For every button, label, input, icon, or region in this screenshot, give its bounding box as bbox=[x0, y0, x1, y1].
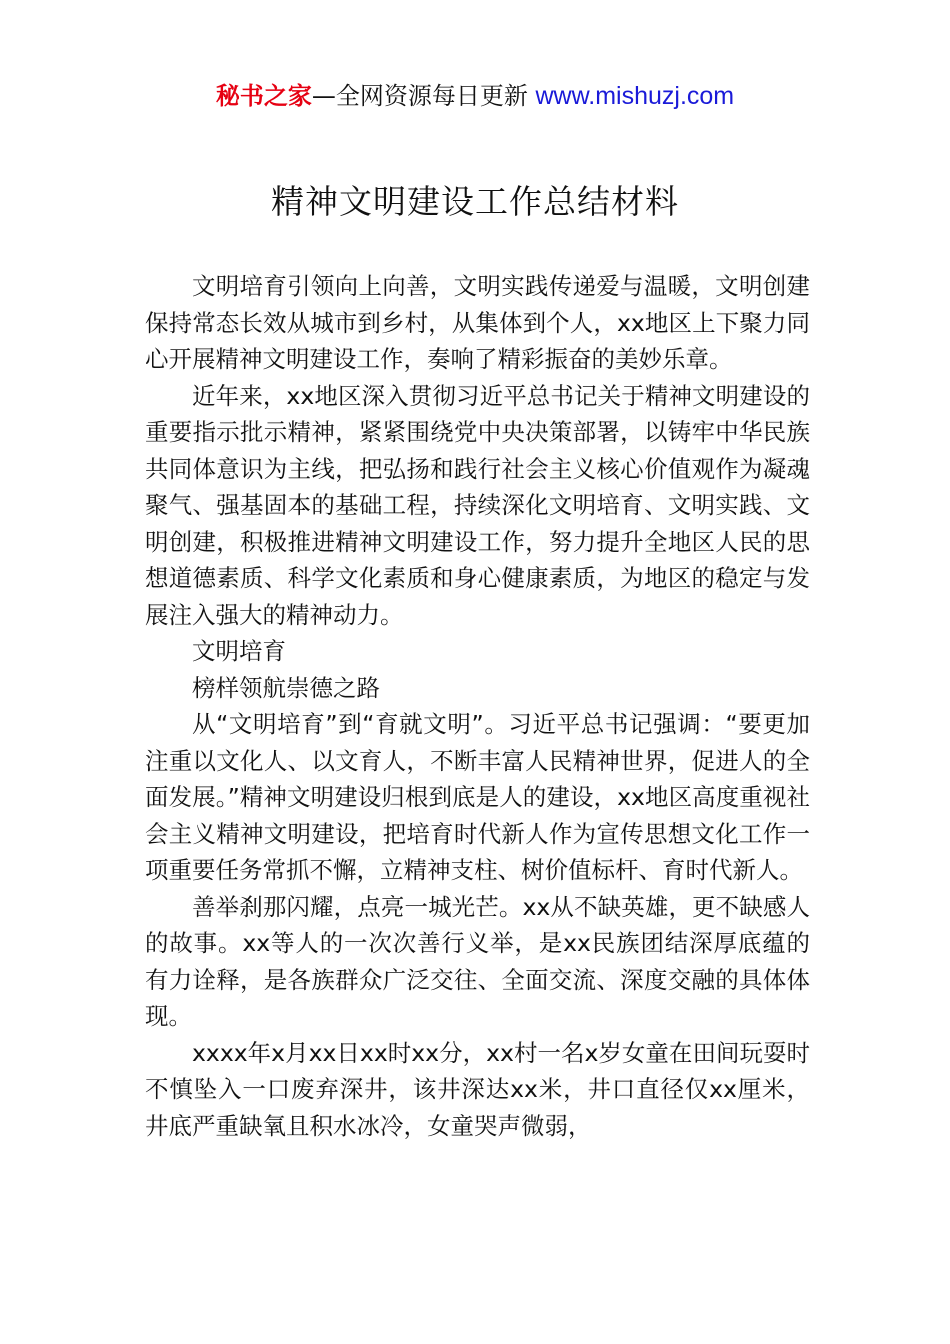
document-body bbox=[145, 268, 810, 1144]
paragraph-cultivation: 从“文明培育”到“育就文明”。习近平总书记强调：“要更加注重以文化人、以文育人，不断丰富人民精神世界，促进人的全面发展。”精神文明建设归根到底是人的建设，xx地区高度重视社会主义精神文明建设，把培育时代新人作为宣传思想文化工作一项重要任务常抓不懈，立精神支柱、树价值标杆、育时代新人。 bbox=[145, 710, 810, 884]
section-heading: 文明培育 bbox=[192, 637, 286, 665]
paragraph-intro: 文明培育引领向上向善，文明实践传递爱与温暖，文明创建保持常态长效从城市到乡村，从集体到个人，xx地区上下聚力同心开展精神文明建设工作，奏响了精彩振奋的美妙乐章。 bbox=[145, 272, 810, 373]
paragraph-overview: 近年来，xx地区深入贯彻习近平总书记关于精神文明建设的重要指示批示精神，紧紧围绕党中央决策部署，以铸牢中华民族共同体意识为主线，把弘扬和践行社会主义核心价值观作为凝魂聚气、强基固本的基础工程，持续深化文明培育、文明实践、文明创建，积极推进精神文明建设工作，努力提升全地区人民的思想道德素质、科学文化素质和身心健康素质，为地区的稳定与发展注入强大的精神动力。 bbox=[145, 381, 810, 629]
document-title: 精神文明建设工作总结材料 bbox=[271, 182, 679, 221]
section-subheading: 榜样领航崇德之路 bbox=[192, 673, 380, 702]
paragraph-good-deeds: 善举刹那闪耀，点亮一城光芒。xx从不缺英雄，更不缺感人的故事。xx等人的一次次善行义举，是xx民族团结深厚底蕴的有力诠释，是各族群众广泛交往、全面交流、深度交融的具体体现。 bbox=[145, 892, 810, 1030]
site-header bbox=[0, 80, 950, 112]
site-brand: 秘书之家 bbox=[215, 82, 312, 110]
site-url-link[interactable]: www.mishuzj.com bbox=[535, 82, 735, 110]
paragraph-rescue-story: xxxx年x月xx日xx时xx分，xx村一名x岁女童在田间玩耍时不慎坠入一口废弃深井，该井深达xx米，井口直径仅xx厘米，井底严重缺氧且积水冰冷，女童哭声微弱， bbox=[145, 1038, 810, 1140]
site-tagline: —全网资源每日更新 bbox=[311, 82, 528, 110]
